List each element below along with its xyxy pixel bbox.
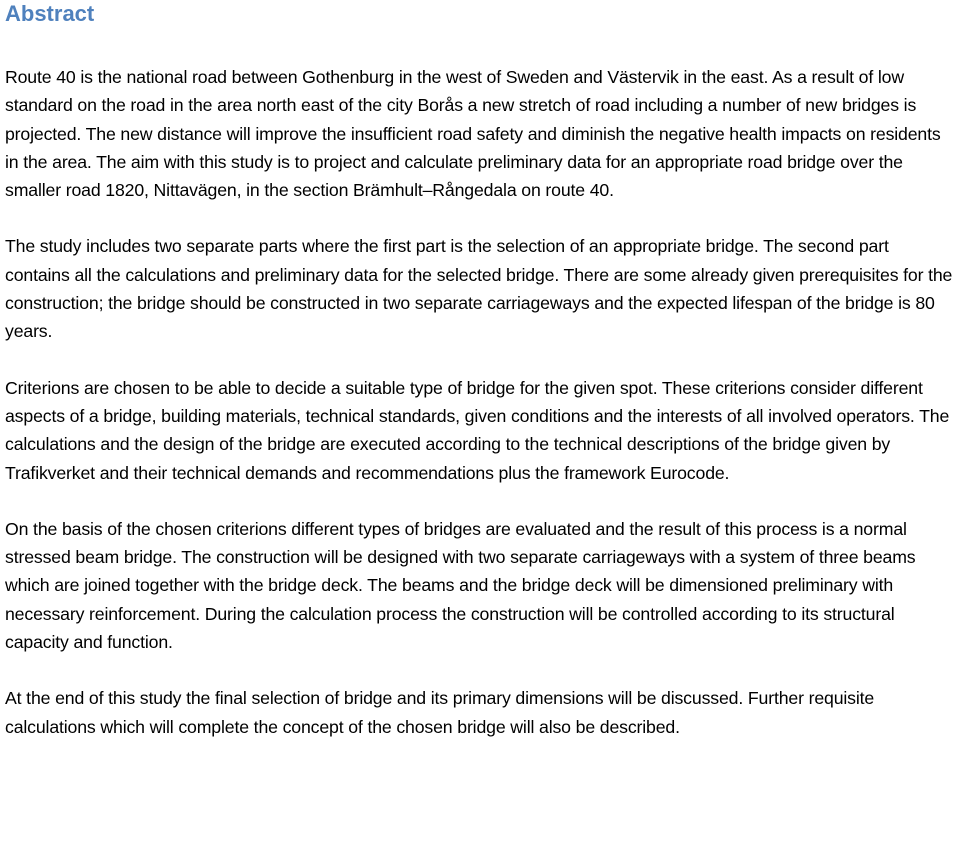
- section-heading-abstract: Abstract: [5, 1, 95, 26]
- abstract-paragraph-5: At the end of this study the final selection of bridge and its primary dimensions will be discussed. Further requisite calculations which will complete the concept of the chosen bridge will also be described.: [5, 688, 875, 737]
- abstract-paragraph-1: Route 40 is the national road between Gothenburg in the west of Sweden and Västervik in the east. As a result of low standard on the road in the area north east of the city Borås a new stretch of road including a number of new bridges is projected. The new distance will improve the insufficient road safety and diminish the negative health impacts on residents in the area. The aim with this study is to project and calculate preliminary data for an appropriate road bridge over the smaller road 1820, Nittavägen, in the section Brämhult–Rångedala on route 40.: [5, 67, 941, 201]
- abstract-paragraph-2: The study includes two separate parts where the first part is the selection of an appropriate bridge. The second part contains all the calculations and preliminary data for the selected bridge. There are some already given prerequisites for the construction; the bridge should be constructed in two separate carriageways and the expected lifespan of the bridge is 80 years.: [5, 236, 953, 342]
- abstract-paragraph-4: On the basis of the chosen criterions different types of bridges are evaluated and the result of this process is a normal stressed beam bridge. The construction will be designed with two separate carriageways with a system of three beams which are joined together with the bridge deck. The beams and the bridge deck will be dimensioned preliminary with necessary reinforcement. During the calculation process the construction will be controlled according to its structural capacity and function.: [5, 518, 916, 653]
- abstract-paragraph-3: Criterions are chosen to be able to decide a suitable type of bridge for the given spot. These criterions consider different aspects of a bridge, building materials, technical standards, given conditions and the interests of all involved operators. The calculations and the design of the bridge are executed according to the technical descriptions of the bridge given by Trafikverket and their technical demands and recommendations plus the framework Eurocode.: [5, 377, 950, 483]
